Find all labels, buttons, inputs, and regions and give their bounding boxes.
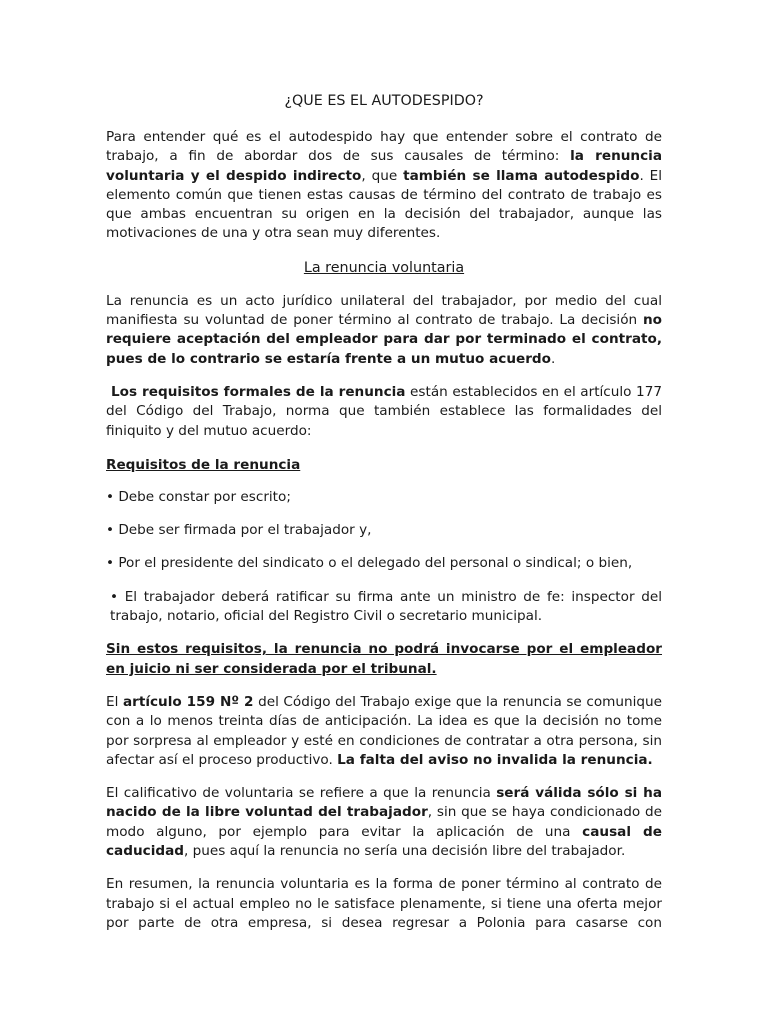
formal-text-1: están establecidos en el artículo 177 del Código del Trabajo, norma que también establece las formalidades del finiquito y del mutuo acuerdo: <box>106 383 662 439</box>
renuncia-bold-1: no requiere aceptación del empleador para dar por terminado el contrato, pues de lo contrario se estaría frente a un mutuo acuerdo <box>106 312 662 367</box>
document-title: ¿QUE ES EL AUTODESPIDO? <box>284 93 484 109</box>
intro-bold-2: también se llama autodespido <box>403 167 640 184</box>
bullet-item-1: • Debe constar por escrito; <box>106 488 291 505</box>
intro-text-2: , que <box>361 167 404 184</box>
requisitos-heading: Requisitos de la renuncia <box>106 456 301 473</box>
warning-paragraph <box>106 640 662 679</box>
resumen-paragraph: En resumen, la renuncia voluntaria es la forma de poner término al contrato de trabajo si el actual empleo no le satisface plenamente, si tiene una oferta mejor por parte de otra empresa, si desea regresar a Polonia para casarse con <box>106 876 662 931</box>
articulo-text-2: del Código del Trabajo exige que la renuncia se comunique con a lo menos treinta días de anticipación. La idea es que la decisión no tome por sorpresa al empleador y esté en condiciones de contratar a otra persona, sin afectar así el proceso productivo. <box>106 693 662 768</box>
articulo-paragraph <box>106 693 662 770</box>
intro-text-3: . El elemento común que tienen estas causas de término del contrato de trabajo es que ambas encuentran su origen en la decisión del trabajador, aunque las motivaciones de una y otra sean muy diferentes. <box>106 167 663 242</box>
calificativo-text-1: El calificativo de voluntaria se refiere a que la renuncia <box>106 785 497 802</box>
formal-paragraph <box>106 383 662 441</box>
bullet-item-3: • Por el presidente del sindicato o el delegado del personal o sindical; o bien, <box>106 555 633 572</box>
bullet-item-2: • Debe ser firmada por el trabajador y, <box>106 522 372 539</box>
articulo-text-1: El <box>106 693 123 710</box>
calificativo-text-2: , sin que se haya condicionado de modo alguno, por ejemplo para evitar la aplicación de una <box>106 804 663 840</box>
calificativo-text-3: , pues aquí la renuncia no sería una decisión libre del trabajador. <box>184 843 626 860</box>
articulo-bold-2: La falta del aviso no invalida la renuncia. <box>337 751 653 768</box>
bullet-item-4: • El trabajador deberá ratificar su firma ante un ministro de fe: inspector del trabajo, notario, oficial del Registro Civil o secretario municipal. <box>110 588 662 625</box>
intro-text-1: Para entender qué es el autodespido hay que entender sobre el contrato de trabajo, a fin de abordar dos de sus causales de término: <box>106 129 662 165</box>
warning-text: Sin estos requisitos, la renuncia no podrá invocarse por el empleador en juicio ni ser considerada por el tribunal. <box>106 641 662 677</box>
renuncia-text-1: La renuncia es un acto jurídico unilateral del trabajador, por medio del cual manifiesta su voluntad de poner término al contrato de trabajo. La decisión <box>106 292 662 329</box>
calificativo-bold-1: será válida sólo si ha nacido de la libre voluntad del trabajador <box>106 785 662 821</box>
renuncia-text-2: . <box>551 350 556 367</box>
intro-paragraph <box>106 128 662 244</box>
articulo-bold-1: artículo 159 Nº 2 <box>122 693 254 710</box>
calificativo-paragraph <box>106 784 662 861</box>
section-heading: La renuncia voluntaria <box>303 259 465 276</box>
renuncia-paragraph <box>106 292 662 369</box>
formal-bold-1: Los requisitos formales de la renuncia <box>106 383 406 400</box>
calificativo-bold-2: causal de caducidad <box>106 823 663 860</box>
intro-bold-1: la renuncia voluntaria y el despido indirecto <box>106 148 662 184</box>
